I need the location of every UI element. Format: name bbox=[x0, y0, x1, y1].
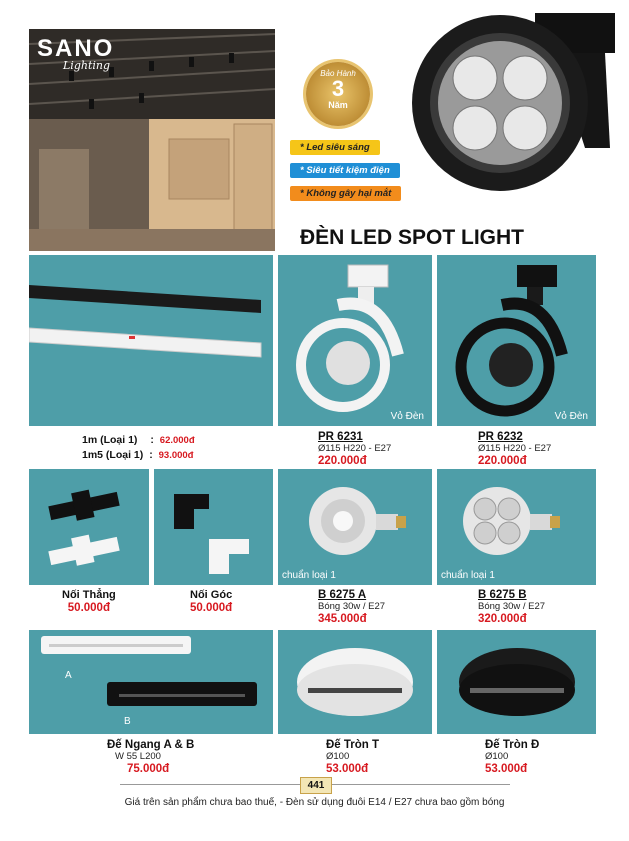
feature-banner-2: * Siêu tiết kiệm điện bbox=[290, 163, 400, 178]
pr6231-caption: Vỏ Đèn bbox=[390, 411, 424, 422]
b6275a-spec: Bóng 30w / E27 bbox=[318, 601, 386, 612]
b6275b-price: 320.000đ bbox=[478, 613, 527, 625]
b6275b-spec: Bóng 30w / E27 bbox=[478, 601, 546, 612]
detrond-panel bbox=[437, 630, 596, 734]
brand-sub: Lighting bbox=[63, 59, 111, 72]
track-rail-illustration bbox=[29, 255, 273, 426]
warranty-bottom: Năm bbox=[328, 100, 348, 110]
rail-price-1 bbox=[82, 434, 195, 446]
b6275b-caption: chuẩn loại 1 bbox=[441, 570, 495, 581]
dengang-spec: W 55 L200 bbox=[115, 751, 161, 762]
pr6231-panel bbox=[278, 255, 432, 426]
pr6231-price: 220.000đ bbox=[318, 455, 367, 467]
dengang-name: Đế Ngang A & B bbox=[107, 739, 195, 751]
dengang-info bbox=[107, 739, 194, 775]
b6275b-info bbox=[478, 589, 545, 625]
b6275a-price: 345.000đ bbox=[318, 613, 367, 625]
pr6231-name: PR 6231 bbox=[318, 431, 363, 443]
base-b-label: B bbox=[124, 716, 131, 727]
noigoc-name: Nối Góc bbox=[190, 589, 233, 601]
rail-value-2: 93.000đ bbox=[158, 450, 194, 461]
rail-panel bbox=[29, 255, 273, 426]
pr6231-info bbox=[318, 431, 391, 467]
detront-info bbox=[326, 739, 379, 775]
corner-connector-illustration bbox=[154, 469, 273, 585]
straight-connector-illustration bbox=[29, 469, 149, 585]
rail-sep-2: : bbox=[149, 449, 153, 461]
rail-sep-1: : bbox=[150, 434, 154, 446]
dengang-price: 75.000đ bbox=[127, 763, 170, 775]
detront-name: Đế Tròn T bbox=[326, 739, 380, 751]
b6275b-bulb-illustration bbox=[437, 469, 596, 585]
detront-price: 53.000đ bbox=[326, 763, 369, 775]
pr6232-price: 220.000đ bbox=[478, 455, 527, 467]
noithang-name: Nối Thẳng bbox=[62, 589, 116, 601]
round-base-black-illustration bbox=[437, 630, 596, 734]
base-a-label: A bbox=[65, 670, 72, 681]
detrond-spec: Ø100 bbox=[485, 751, 509, 762]
b6275a-name: B 6275 A bbox=[318, 589, 367, 601]
b6275a-bulb-illustration bbox=[278, 469, 432, 585]
detront-spec: Ø100 bbox=[326, 751, 350, 762]
hero-photo bbox=[29, 29, 275, 251]
noigoc-info bbox=[190, 589, 232, 615]
b6275a-panel bbox=[278, 469, 432, 585]
page-title: ĐÈN LED SPOT LIGHT bbox=[300, 226, 525, 249]
b6275a-caption: chuẩn loại 1 bbox=[282, 570, 336, 581]
brand-logo bbox=[37, 37, 114, 72]
noigoc-price: 50.000đ bbox=[190, 602, 233, 614]
pr6232-illustration bbox=[437, 255, 596, 426]
warranty-top: Bảo Hành bbox=[320, 69, 356, 78]
rail-value-1: 62.000đ bbox=[159, 435, 195, 446]
b6275b-panel bbox=[437, 469, 596, 585]
noithang-info bbox=[62, 589, 116, 615]
dengang-panel bbox=[29, 630, 273, 734]
hero-spotlight bbox=[405, 8, 625, 198]
horizontal-base-illustration bbox=[29, 630, 273, 734]
pr6232-panel bbox=[437, 255, 596, 426]
pr6231-illustration bbox=[278, 255, 432, 426]
detrond-info bbox=[485, 739, 539, 775]
rail-label-1: 1m (Loại 1) bbox=[82, 434, 138, 446]
page-number: 441 bbox=[300, 777, 332, 794]
noithang-panel bbox=[29, 469, 149, 585]
pr6231-spec: Ø115 H220 - E27 bbox=[318, 443, 392, 454]
warranty-number: 3 bbox=[331, 76, 345, 101]
noigoc-panel bbox=[154, 469, 273, 585]
b6275b-name: B 6275 B bbox=[478, 589, 527, 601]
footer-note: Giá trên sản phẩm chưa bao thuế, - Đèn sử dụng đuôi E14 / E27 chưa bao gồm bóng bbox=[124, 797, 505, 808]
detront-panel bbox=[278, 630, 432, 734]
noithang-price: 50.000đ bbox=[67, 602, 110, 614]
warranty-badge bbox=[306, 62, 370, 126]
pr6232-info bbox=[478, 431, 551, 467]
pr6232-name: PR 6232 bbox=[478, 431, 523, 443]
round-base-white-illustration bbox=[278, 630, 432, 734]
b6275a-info bbox=[318, 589, 385, 625]
pr6232-spec: Ø115 H220 - E27 bbox=[478, 443, 552, 454]
rail-price-2 bbox=[82, 449, 194, 461]
feature-banner-1: * Led siêu sáng bbox=[290, 140, 380, 155]
detrond-price: 53.000đ bbox=[485, 763, 528, 775]
feature-banner-3: * Không gây hại mắt bbox=[290, 186, 401, 201]
rail-label-2: 1m5 (Loại 1) bbox=[82, 449, 144, 461]
brand-name: SANO bbox=[37, 35, 115, 62]
detrond-name: Đế Tròn Đ bbox=[485, 739, 540, 751]
pr6232-caption: Vỏ Đèn bbox=[554, 411, 588, 422]
